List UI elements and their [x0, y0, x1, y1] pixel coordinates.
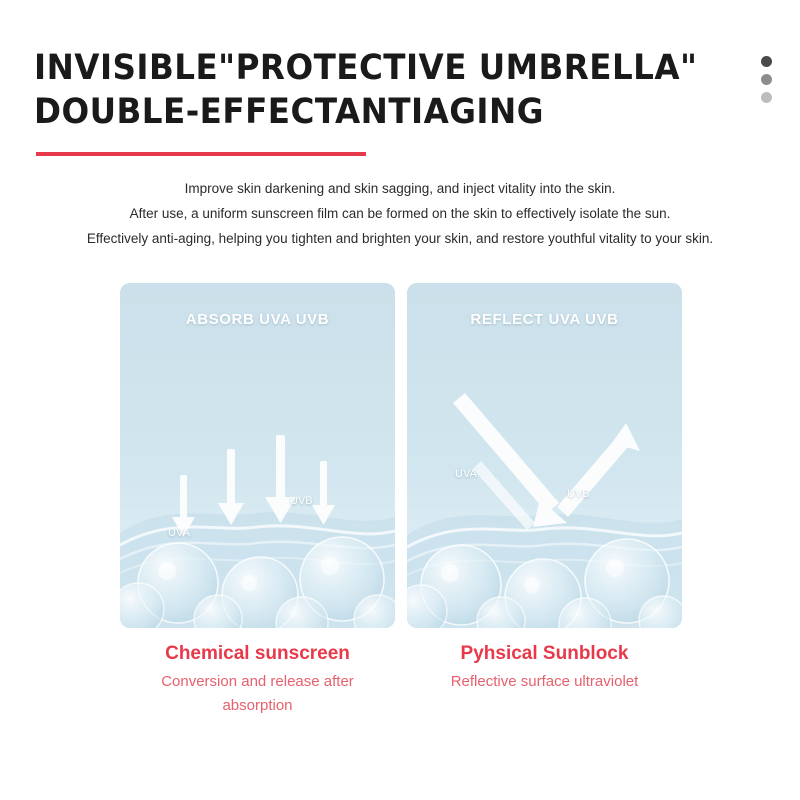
decorative-dots [761, 56, 772, 103]
page-title [34, 46, 734, 134]
figure-absorb [120, 283, 395, 628]
dot-light-icon [761, 92, 772, 103]
label-uva-left: UVA [168, 527, 190, 539]
comparison-panels [120, 283, 682, 718]
figure-reflect-title: REFLECT UVA UVB [470, 311, 619, 328]
caption-physical-sub: Reflective surface ultraviolet [450, 673, 639, 690]
panel-physical-sunblock [407, 283, 682, 718]
title-underline-divider [36, 152, 366, 156]
caption-chemical-title: Chemical sunscreen [165, 643, 350, 664]
intro-line-3: Effectively anti-aging, helping you tighten and brighten your skin, and restore youthful vitality to your skin. [86, 231, 714, 246]
caption-chemical [120, 642, 395, 718]
label-uvb-right: UVB [567, 488, 590, 500]
reflect-illustration [407, 283, 682, 628]
panel-chemical-sunscreen [120, 283, 395, 718]
caption-physical [407, 642, 682, 694]
label-uva-right: UVA [455, 468, 477, 480]
figure-reflect [407, 283, 682, 628]
intro-line-1: Improve skin darkening and skin sagging, and inject vitality into the skin. [184, 181, 616, 196]
absorb-illustration [120, 283, 395, 628]
dot-mid-icon [761, 74, 772, 85]
page-title-line-1: INVISIBLE"PROTECTIVE UMBRELLA" [34, 48, 698, 88]
caption-physical-title: Pyhsical Sunblock [460, 643, 629, 664]
intro-line-2: After use, a uniform sunscreen film can be formed on the skin to effectively isolate the sun. [129, 206, 671, 221]
label-uvb-left: UVB [290, 495, 313, 507]
figure-absorb-title: ABSORB UVA UVB [185, 311, 330, 328]
page-title-line-2: DOUBLE-EFFECTANTIAGING [34, 92, 544, 132]
caption-chemical-sub: Conversion and release after absorption [161, 673, 354, 714]
dot-dark-icon [761, 56, 772, 67]
intro-paragraph [0, 178, 800, 253]
